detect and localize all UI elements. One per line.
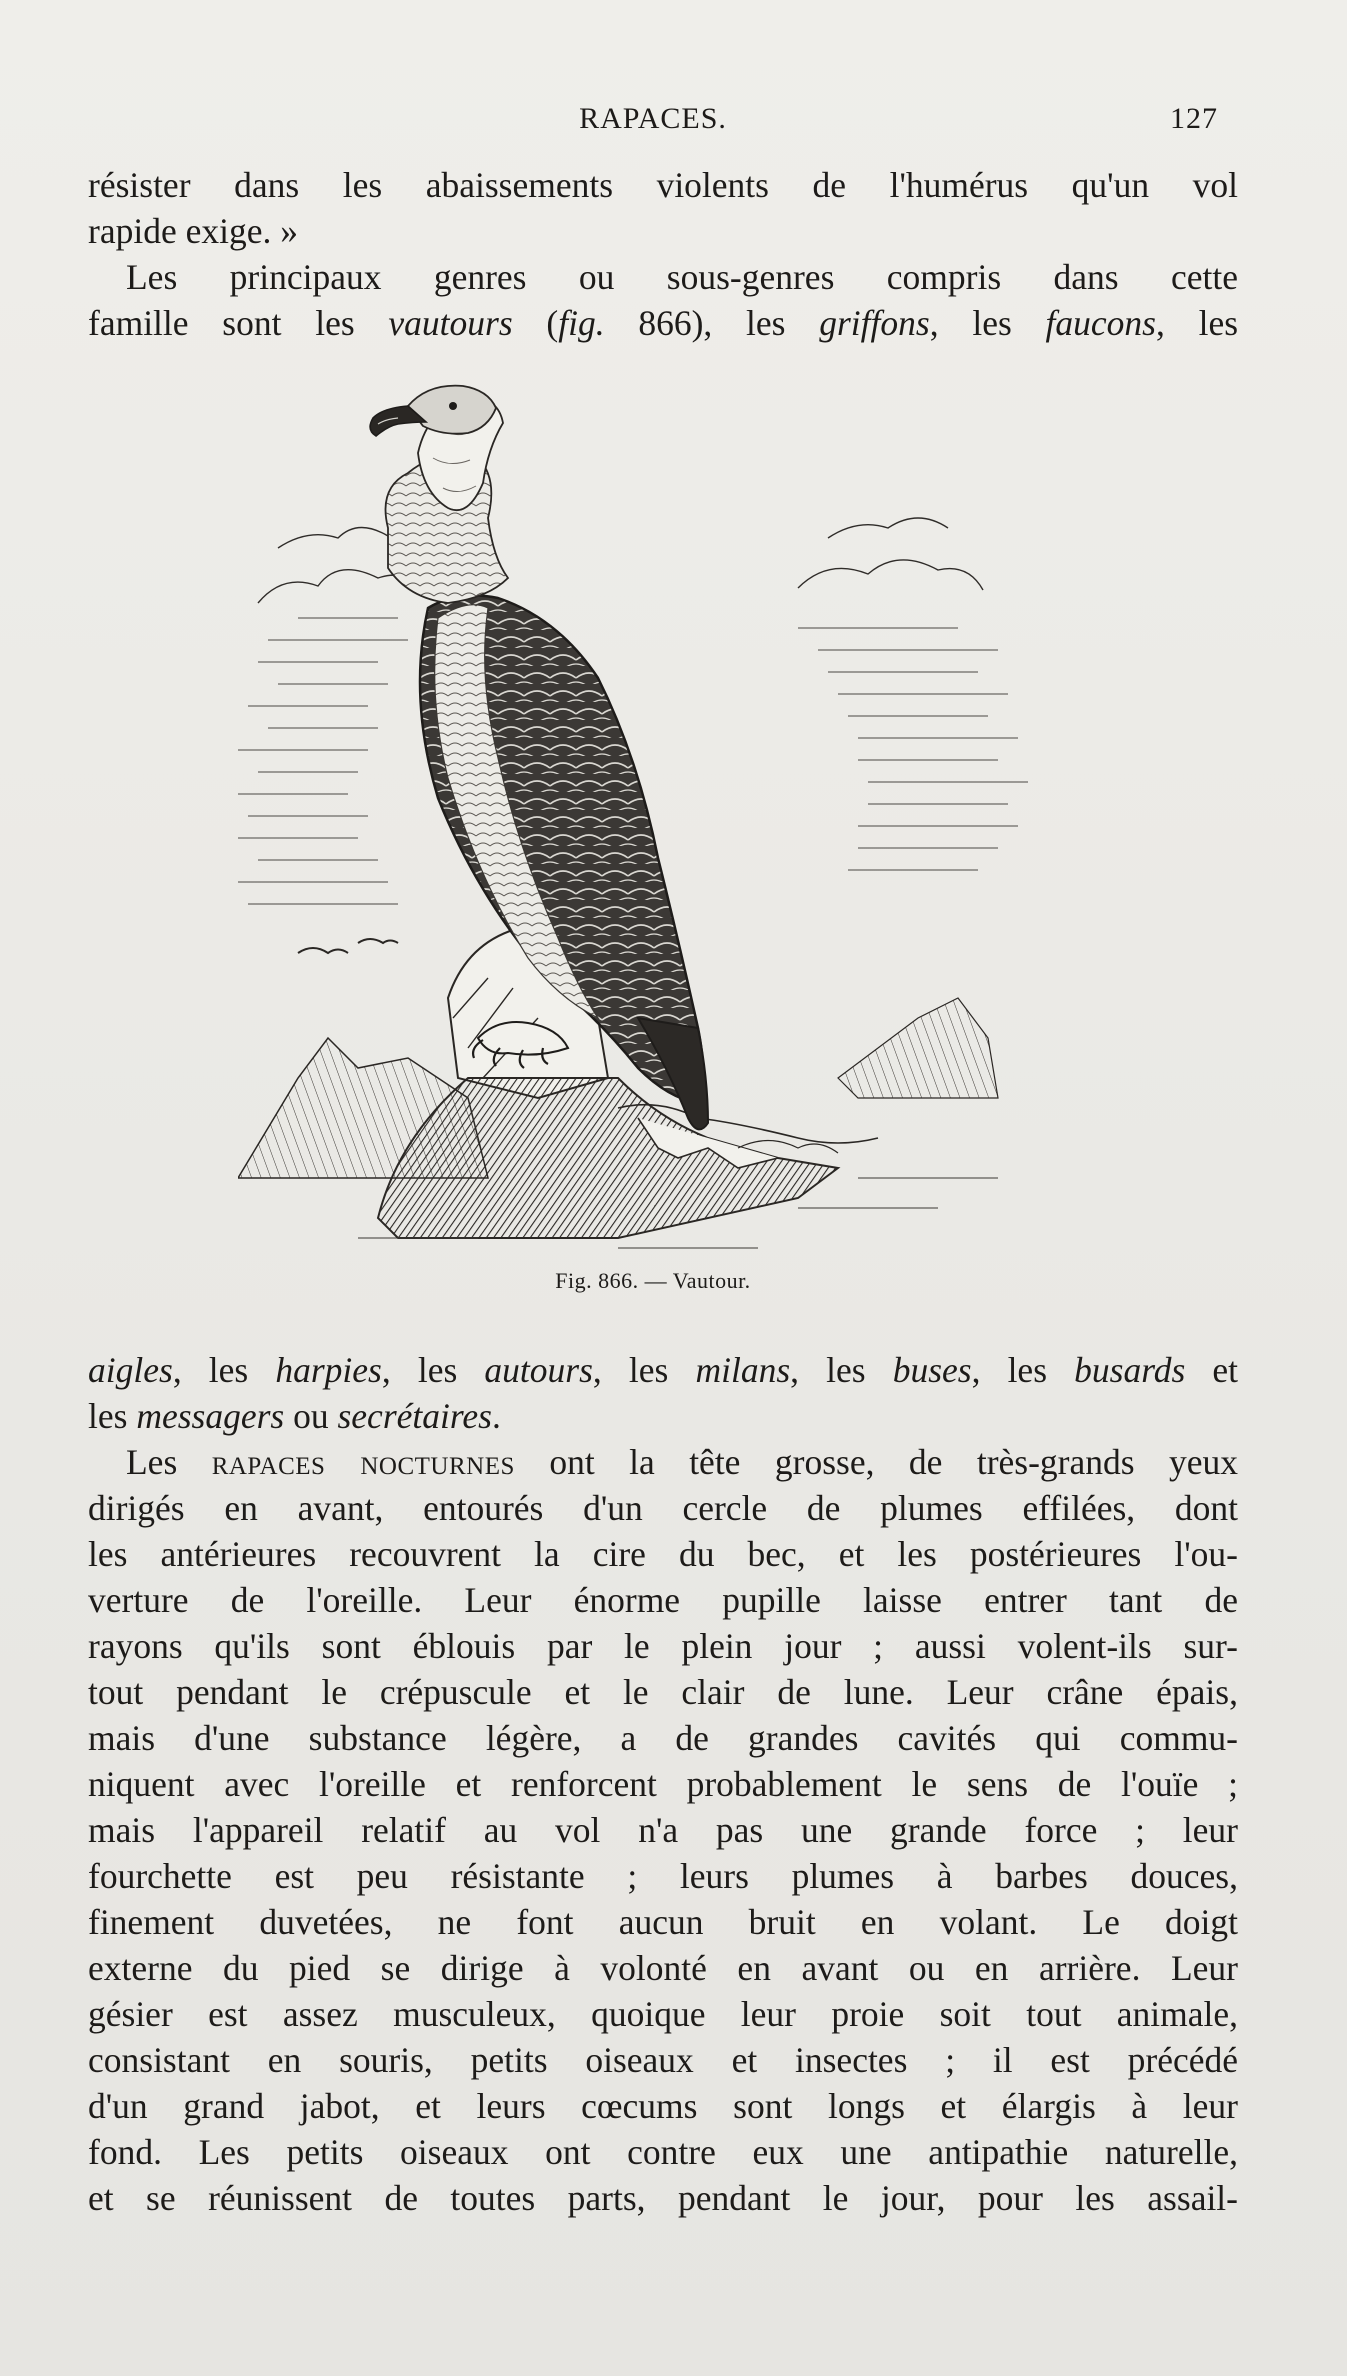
- text-line: fond. Les petits oiseaux ont contre eux une antipathie naturelle,: [88, 2132, 1238, 2172]
- text-line: les antérieures recouvrent la cire du bec, et les postérieures l'ou-: [88, 1534, 1238, 1574]
- italic-term: messagers: [136, 1396, 285, 1436]
- italic-term: secrétaires: [337, 1396, 492, 1436]
- running-title: RAPACES.: [579, 102, 727, 135]
- text-line: tout pendant le crépuscule et le clair de lune. Leur crâne épais,: [88, 1672, 1238, 1712]
- page-number: 127: [1170, 102, 1218, 135]
- text-run: , les: [381, 1350, 485, 1390]
- text-run: (: [512, 303, 559, 343]
- text-run: .: [491, 1396, 501, 1436]
- italic-term: harpies: [275, 1350, 382, 1390]
- text-line: rayons qu'ils sont éblouis par le plein jour ; aussi volent-ils sur-: [88, 1626, 1238, 1666]
- running-head: [88, 102, 1218, 146]
- text-run: , les: [1155, 303, 1239, 343]
- text-line: rapide exige. »: [88, 211, 298, 251]
- italic-term: autours: [484, 1350, 593, 1390]
- text-run: Les: [126, 1442, 212, 1482]
- text-line: consistant en souris, petits oiseaux et insectes ; il est précédé: [88, 2040, 1238, 2080]
- text-line: [88, 1393, 1238, 1439]
- text-line: finement duvetées, ne font aucun bruit en volant. Le doigt: [88, 1902, 1238, 1942]
- italic-term: faucons: [1045, 303, 1156, 343]
- top-text-block: [88, 162, 1238, 346]
- text-line: gésier est assez musculeux, quoique leur proie soit tout animale,: [88, 1994, 1238, 2034]
- italic-term: griffons: [819, 303, 930, 343]
- text-line: verture de l'oreille. Leur énorme pupille laisse entrer tant de: [88, 1580, 1238, 1620]
- text-line: Les principaux genres ou sous-genres compris dans cette: [126, 257, 1238, 297]
- text-line: dirigés en avant, entourés d'un cercle de plumes effilées, dont: [88, 1488, 1238, 1528]
- text-run: , les: [172, 1350, 276, 1390]
- text-line: mais l'appareil relatif au vol n'a pas une grande force ; leur: [88, 1810, 1238, 1850]
- text-line: fourchette est peu résistante ; leurs plumes à barbes douces,: [88, 1856, 1238, 1896]
- text-run: ou: [284, 1396, 338, 1436]
- text-line: d'un grand jabot, et leurs cœcums sont longs et élargis à leur: [88, 2086, 1238, 2126]
- text-run: , les: [790, 1350, 893, 1390]
- text-line: niquent avec l'oreille et renforcent probablement le sens de l'ouïe ;: [88, 1764, 1238, 1804]
- italic-term: aigles: [88, 1350, 173, 1390]
- text-line: mais d'une substance légère, a de grandes cavités qui commu-: [88, 1718, 1238, 1758]
- vulture-engraving: [238, 378, 1078, 1258]
- figure-caption: Fig. 866. — Vautour.: [555, 1268, 751, 1293]
- italic-term: busards: [1074, 1350, 1186, 1390]
- italic-term: fig.: [558, 303, 605, 343]
- text-run: les: [88, 1396, 137, 1436]
- text-run: , les: [592, 1350, 696, 1390]
- text-run: , les: [971, 1350, 1075, 1390]
- italic-term: milans: [695, 1350, 791, 1390]
- text-line: externe du pied se dirige à volonté en avant ou en arrière. Leur: [88, 1948, 1238, 1988]
- text-run: ont la tête grosse, de très-grands yeux: [514, 1442, 1238, 1482]
- clouds: [258, 518, 983, 603]
- text-line: et se réunissent de toutes parts, pendant le jour, pour les assail-: [88, 2178, 1238, 2218]
- vulture-illustration: [238, 378, 1078, 1258]
- text-line: [88, 1347, 1238, 1393]
- distant-birds: [298, 939, 398, 953]
- small-caps-term: rapaces nocturnes: [211, 1442, 515, 1482]
- text-run: 866), les: [604, 303, 820, 343]
- italic-term: vautours: [388, 303, 513, 343]
- bottom-text-block: [88, 1347, 1238, 2221]
- italic-term: buses: [892, 1350, 972, 1390]
- text-line: [88, 1439, 1238, 1485]
- text-line: résister dans les abaissements violents de l'humérus qu'un vol: [88, 165, 1238, 205]
- text-run: , les: [929, 303, 1046, 343]
- text-run: et: [1185, 1350, 1239, 1390]
- text-run: famille sont les: [88, 303, 389, 343]
- text-line: [88, 300, 1238, 346]
